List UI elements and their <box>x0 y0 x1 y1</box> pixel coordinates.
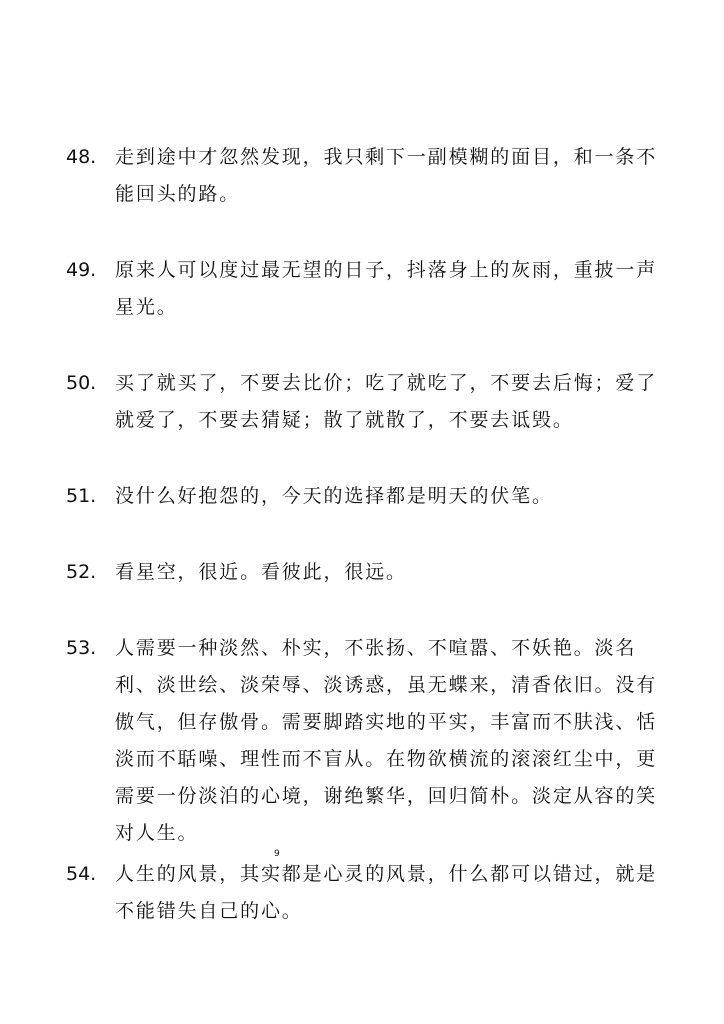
item-text: 人生的风景，其实都是心灵的风景，什么都可以错过，就是不能错失自己的心。 <box>115 863 658 922</box>
item-text: 原来人可以度过最无望的日子，抖落身上的灰雨，重披一声星光。 <box>115 259 658 318</box>
item-number: 50. <box>66 372 97 394</box>
item-text: 看星空，很近。看彼此，很远。 <box>115 561 407 583</box>
item-number: 48. <box>66 146 97 168</box>
item-number: 54. <box>66 863 97 885</box>
item-text: 没什么好抱怨的，今天的选择都是明天的伏笔。 <box>115 485 553 507</box>
item-number: 49. <box>66 259 97 281</box>
item-text: 买了就买了，不要去比价；吃了就吃了，不要去后悔；爱了就爱了，不要去猜疑；散了就散了，不要去诋毁。 <box>115 372 658 431</box>
item-number: 51. <box>66 485 97 507</box>
item-number: 53. <box>66 637 97 659</box>
page-number: 9 <box>274 849 280 859</box>
item-text: 人需要一种淡然、朴实，不张扬、不喧嚣、不妖艳。淡名利、淡世绘、淡荣辱、淡诱惑，虽无蝶来，清香依旧。没有傲气，但存傲骨。需要脚踏实地的平实，丰富而不肤浅、恬淡而不聒噪、理性而不盲从。在物欲横流的滚滚红尘中，更需要一份淡泊的心境，谢绝繁华，回归简朴。淡定从容的笑对人生。 <box>115 637 658 844</box>
item-text: 走到途中才忽然发现，我只剩下一副模糊的面目，和一条不能回头的路。 <box>115 146 658 205</box>
item-number: 52. <box>66 561 97 583</box>
